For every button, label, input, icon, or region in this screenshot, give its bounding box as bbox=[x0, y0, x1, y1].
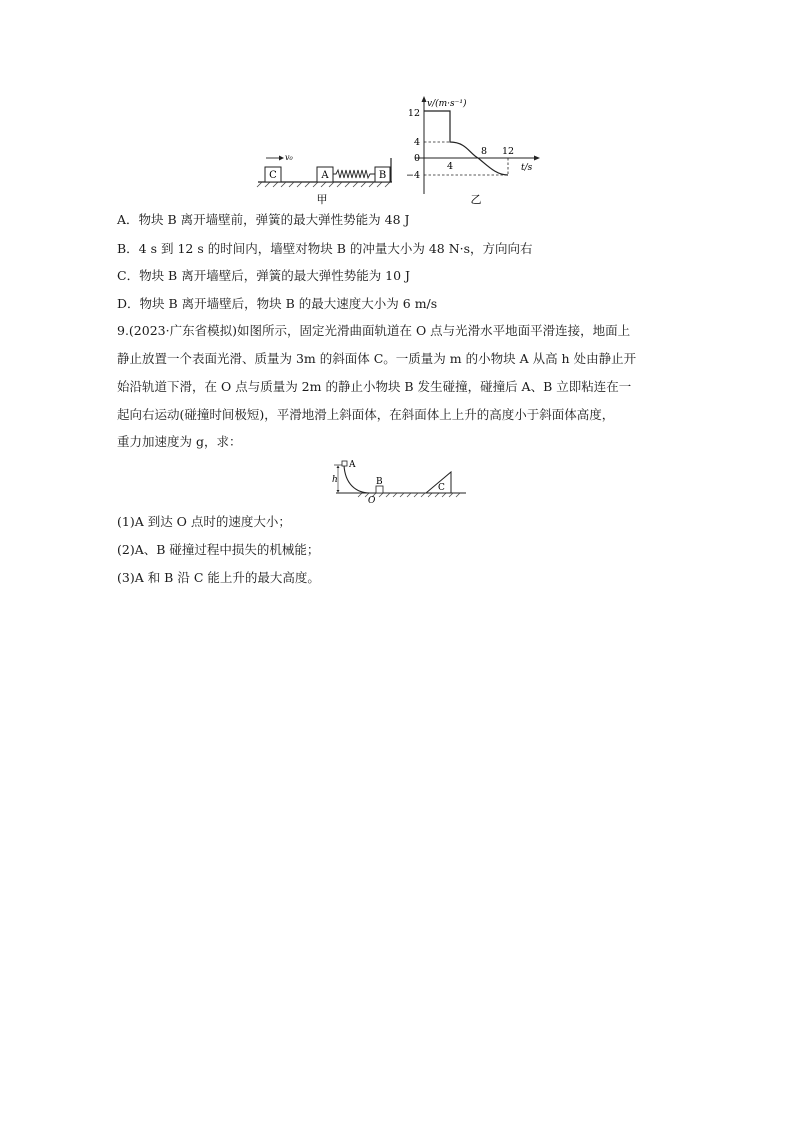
option-c: C．物块 B 离开墙壁后，弹簧的最大弹性势能为 10 J bbox=[117, 268, 411, 283]
q9-block-a bbox=[342, 461, 347, 466]
q9-block-b-label: B bbox=[376, 477, 383, 487]
option-a: A．物块 B 离开墙壁前，弹簧的最大弹性势能为 48 J bbox=[117, 212, 410, 227]
y-tick-12: 12 bbox=[407, 108, 420, 119]
q9-point-o-label: O bbox=[368, 496, 376, 504]
x-axis-label: t/s bbox=[521, 163, 533, 173]
block-c-label: C bbox=[269, 170, 277, 181]
block-b-label: B bbox=[378, 170, 387, 181]
y-tick-neg4: −4 bbox=[405, 170, 420, 181]
caption-yi: 乙 bbox=[470, 193, 482, 206]
subquestion-1: (1)A 到达 O 点时的速度大小； bbox=[117, 514, 291, 529]
y-tick-4: 4 bbox=[413, 137, 420, 148]
question9-line-2: 静止放置一个表面光滑、质量为 3m 的斜面体 C。一质量为 m 的小物块 A 从高 h 处由静止开 bbox=[117, 351, 637, 366]
subquestion-3: (3)A 和 B 沿 C 能上升的最大高度。 bbox=[117, 570, 320, 585]
question9-figure bbox=[322, 456, 472, 504]
y-tick-0: 0 bbox=[413, 153, 420, 164]
q9-block-b bbox=[376, 486, 383, 493]
helper-lines bbox=[424, 111, 508, 175]
question9-line-5: 重力加速度为 g，求： bbox=[117, 434, 242, 449]
y-axis-label: v/(m·s⁻¹) bbox=[427, 99, 467, 109]
figure-row bbox=[0, 96, 794, 208]
question9-line-4: 起向右运动(碰撞时间极短)，平滑地滑上斜面体，在斜面体上上升的高度小于斜面体高度， bbox=[117, 407, 615, 422]
figure-yi bbox=[0, 96, 794, 208]
subquestion-2: (2)A、B 碰撞过程中损失的机械能； bbox=[117, 542, 320, 557]
q9-block-a-label: A bbox=[349, 460, 356, 470]
velocity-curve bbox=[424, 111, 508, 175]
x-tick-4: 4 bbox=[446, 161, 454, 172]
curved-track bbox=[344, 465, 370, 493]
x-tick-12: 12 bbox=[501, 146, 515, 157]
x-tick-8: 8 bbox=[480, 146, 488, 157]
q9-wedge-c-label: C bbox=[438, 483, 445, 493]
velocity-label: v₀ bbox=[285, 153, 293, 162]
height-label: h bbox=[332, 475, 338, 485]
block-a-label: A bbox=[321, 170, 329, 181]
question9-line-3: 始沿轨道下滑，在 O 点与质量为 2m 的静止小物块 B 发生碰撞，碰撞后 A、B 立即粘连在一 bbox=[117, 379, 632, 394]
option-d: D．物块 B 离开墙壁后，物块 B 的最大速度大小为 6 m/s bbox=[117, 296, 438, 311]
question9-line-1: 9.(2023·广东省模拟)如图所示，固定光滑曲面轨道在 O 点与光滑水平地面平滑连接，地面上 bbox=[117, 323, 631, 338]
caption-jia: 甲 bbox=[316, 193, 328, 206]
option-b: B．4 s 到 12 s 的时间内，墙壁对物块 B 的冲量大小为 48 N·s，方向向右 bbox=[117, 241, 533, 256]
